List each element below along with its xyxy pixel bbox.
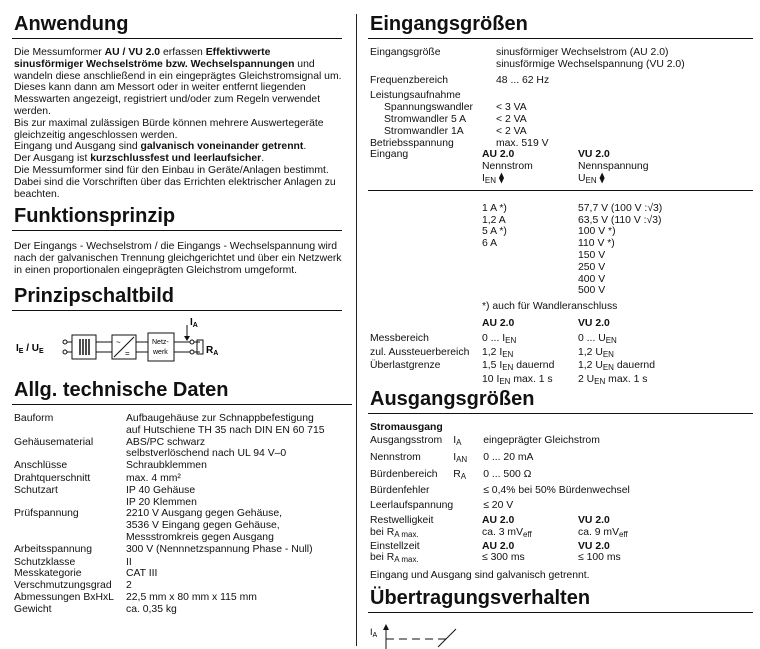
tech-row [14, 544, 325, 556]
tech-value: II [126, 556, 132, 568]
svg-text:=: = [125, 349, 130, 358]
output-resistance-label: $R_A$ [206, 345, 219, 357]
output-current-label: $I_A$ [190, 317, 198, 329]
output-table-2: Restwelligkeit AU 2.0 VU 2.0 bei $R_{A max.}$ ca. 3 $mV_{eff}$ ca. 9 $mV_{eff}$ Einstellzeit AU 2.0 VU 2.0 bei $R_{A max.}$ ≤ 300 ms ≤ 100 ms Eingang und Ausgang sind galvanisch getrennt. [370, 514, 628, 582]
tech-key: Drahtquerschnitt [14, 472, 91, 484]
network-label-1: Netz- [152, 339, 169, 346]
tech-value: CAT III [126, 568, 158, 580]
circuit-diagram [12, 311, 342, 371]
footnote: *) auch für Wandleranschluss [482, 301, 618, 313]
section-eingang [368, 12, 753, 388]
output-table [370, 435, 630, 515]
heading-technische-daten: Allg. technische Daten [12, 378, 352, 405]
tech-value: ABS/PC schwarz selbstverlöschend nach UL 94 V–0 [126, 436, 287, 460]
output-row: Bürdenfehler ≤ 0,4% bei 50% Bürdenwechsel [370, 485, 630, 497]
output-row: Bürdenbereich $R_A$ 0 ... 500 Ω [370, 468, 532, 481]
tech-key: Bauform [14, 413, 54, 424]
tech-key: Prüfspannung [14, 508, 79, 520]
transfer-diagram [368, 613, 568, 649]
section-uebertragung [368, 586, 753, 649]
tech-key: Gehäusematerial [14, 436, 94, 448]
output-row: Ausgangsstrom $I_A$ eingeprägter Gleichstrom [370, 435, 600, 447]
output-note: Eingang und Ausgang sind galvanisch getrennt. [370, 570, 590, 582]
row-la-2: Stromwandler 1A < 2 VA [384, 125, 527, 137]
ien-symbol: $I_{EN}$ ⧫ [482, 172, 505, 185]
transformer-box [72, 335, 96, 359]
row-frequenz: Frequenzbereich 48 ... 62 Hz [370, 74, 550, 86]
row-messbereich: Messbereich 0 ... $I_{EN}$ 0 ... $U_{EN}$ [370, 332, 617, 345]
anwendung-paragraph-1: Die Messumformer AU / VU 2.0 erfassen Effektivwerte sinusförmiger Wechselströme bzw. Wechselspannungen und wandeln diese anschließend in ein eingeprägtes Gleichstromsignal um. Dieses kann dann am Messort oder in weiter entfernt liegenden Messwarten angezeigt, registriert und/oder zum Regeln verwendet werden. [14, 47, 342, 117]
row-eingangsgroesse: Eingangsgröße sinusförmiger Wechselstrom (AU 2.0) sinusförmige Wechselspannung (VU 2.0) [370, 47, 685, 70]
tech-value: 22,5 mm x 80 mm x 115 mm [126, 591, 257, 603]
tech-value: 2 [126, 580, 132, 592]
section-ausgang [368, 387, 753, 582]
heading-anwendung: Anwendung [12, 12, 342, 39]
tech-row [14, 437, 325, 461]
row-ueberlastgrenze: Überlastgrenze 1,5 $I_{EN}$ dauernd 10 $I_{EN}$ max. 1 s 1,2 $U_{EN}$ dauernd 2 $U_{EN}$ max. 1 s [370, 360, 655, 387]
anwendung-paragraph-2: Bis zur maximal zulässigen Bürde können mehrere Auswertegeräte gleichzeitig angeschlossen werden. [14, 117, 324, 141]
uen-symbol: $U_{EN}$ ⧫ [578, 172, 605, 185]
tech-row [14, 580, 325, 592]
section-technik [12, 378, 352, 616]
tech-key: Verschmutzungsgrad [14, 580, 112, 592]
section-funktion [12, 204, 342, 276]
tech-row [14, 568, 325, 580]
tech-value: IP 40 Gehäuse IP 20 Klemmen [126, 484, 197, 508]
anwendung-paragraph-3: Eingang und Ausgang sind galvanisch voneinander getrennt. Der Ausgang ist kurzschlussfest und leerlaufsicher. [14, 141, 307, 165]
input-separator [368, 190, 753, 191]
row-la-0: Spannungswandler < 3 VA [384, 102, 527, 114]
transfer-axis-label: $I_A$ [370, 627, 378, 639]
tech-row [14, 460, 325, 472]
heading-funktionsprinzip: Funktionsprinzip [12, 204, 342, 231]
heading-eingangsgroessen: Eingangsgrößen [368, 12, 753, 39]
tech-row [14, 413, 325, 437]
output-row: Nennstrom $I_{AN}$ 0 ... 20 mA [370, 451, 534, 464]
svg-text:~: ~ [116, 338, 121, 347]
funktion-text: Der Eingangs - Wechselstrom / die Eingangs - Wechselspannung wird nach der galvanischen Trennung gleichgerichtet und über ein Netzwerk in einen proportionalen eingeprägten Gleichstrom umgeformt. [14, 241, 342, 276]
tech-row [14, 604, 325, 616]
input-table-top [370, 47, 685, 149]
input-table-eingang: Eingang AU 2.0 VU 2.0 Nennstrom Nennspannung $I_{EN}$ ⧫ $U_{EN}$ ⧫ [370, 149, 649, 185]
tech-key: Arbeitsspannung [14, 543, 92, 555]
network-label-2: werk [153, 349, 168, 356]
column-divider [356, 14, 357, 646]
tech-row [14, 473, 325, 485]
output-row: Leerlaufspannung ≤ 20 V [370, 500, 514, 512]
tech-row [14, 485, 325, 509]
tech-value: ca. 0,35 kg [126, 603, 177, 615]
heading-uebertragungsverhalten: Übertragungsverhalten [368, 586, 753, 613]
network-box [148, 333, 174, 361]
tech-key: Gewicht [14, 603, 52, 615]
tech-key: Anschlüsse [14, 460, 68, 472]
heading-ausgangsgroessen: Ausgangsgrößen [368, 387, 753, 414]
technical-data-table [14, 413, 325, 616]
tech-row [14, 508, 325, 543]
input-values-table: 1 A *) 1,2 A 5 A *) 6 A 57,7 V (100 V :√3) 63,5 V (110 V :√3) 100 V *) 110 V *) 150 V 250 V 400 V 500 V *) auch für Wandleranschluss AU 2.0 VU 2.0 Messbereich 0 ... $I_{EN}$ 0 ... $U_{EN}$ zul. Aussteuerbereich 1,2 $I_{EN}$ 1,2 $U_{EN}$ Überlastgrenze 1,5 $I_{EN}$ dauernd 10 $I_{EN}$ max. 1 s 1,2 $U_{EN}$ dauernd 2 $U_{EN}$ max. 1 s [370, 202, 663, 387]
row-betriebsspannung: Betriebsspannung max. 519 V [370, 137, 549, 149]
input-terminal-top [63, 340, 67, 344]
row-aussteuerbereich: zul. Aussteuerbereich 1,2 $I_{EN}$ 1,2 $U_{EN}$ [370, 346, 614, 359]
row-leistungsaufnahme: Leistungsaufnahme [370, 90, 461, 102]
tech-value: Schraubklemmen [126, 460, 207, 472]
row-la-1: Stromwandler 5 A < 2 VA [384, 113, 527, 125]
input-terminal-bottom [63, 350, 67, 354]
tech-value: Aufbaugehäuse zur Schnappbefestigung auf Hutschiene TH 35 nach DIN EN 60 715 [126, 413, 325, 436]
tech-value: 2210 V Ausgang gegen Gehäuse, 3536 V Eingang gegen Gehäuse, Messstromkreis gegen Ausgang [126, 508, 282, 543]
tech-value: 300 V (Nennnetzspannung Phase - Null) [126, 543, 313, 555]
tech-key: Messkategorie [14, 568, 82, 580]
stromausgang-heading: Stromausgang [370, 422, 443, 433]
section-anwendung [12, 12, 342, 200]
circuit-input-label: $I_E / U_E$ [16, 343, 44, 355]
tech-key: Schutzklasse [14, 556, 76, 568]
heading-prinzipschaltbild: Prinzipschaltbild [12, 284, 342, 311]
tech-row [14, 557, 325, 569]
tech-key: Abmessungen BxHxL [14, 591, 114, 603]
anwendung-paragraph-4: Die Messumformer sind für den Einbau in Geräte/Anlagen bestimmt. Dabei sind die Vorschriften über das Errichten elektrischer Anlagen zu beachten. [14, 164, 336, 200]
section-prinzip [12, 284, 342, 371]
tech-row [14, 592, 325, 604]
tech-value: max. 4 mm² [126, 472, 181, 484]
tech-key: Schutzart [14, 484, 58, 496]
